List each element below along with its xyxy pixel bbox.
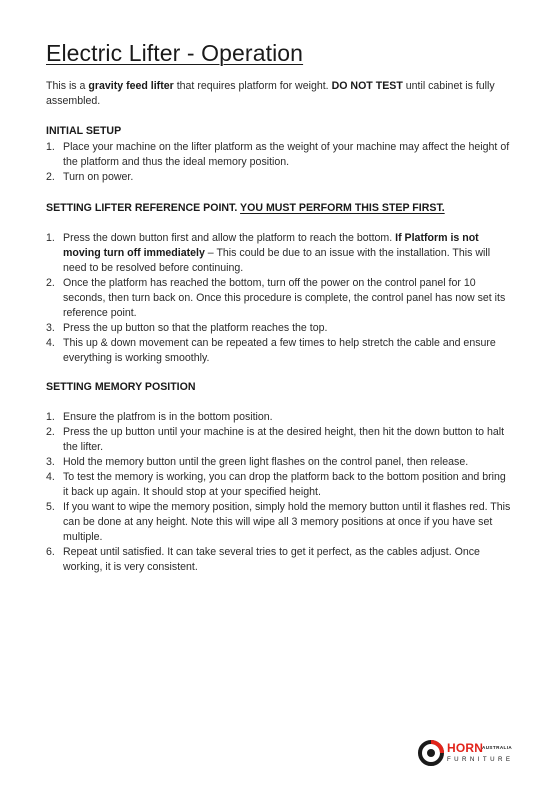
list-item <box>46 545 512 575</box>
list-number: 4. <box>46 471 55 483</box>
list-item-text: Once the platform has reached the bottom, turn off the power on the control panel for 10 seconds, then turn back on. Once this procedure is complete, the control panel has now set its reference point. <box>63 277 506 319</box>
list-number: 4. <box>46 337 55 349</box>
list-number: 5. <box>46 501 55 513</box>
list-number: 3. <box>46 456 55 468</box>
list-item-warning: If Platform is not moving turn off immediately <box>63 232 479 259</box>
list-number: 1. <box>46 141 55 153</box>
list-item-text: If you want to wipe the memory position, simply hold the memory button until it flashes red. This can be done at any height. Note this will wipe all 3 memory positions at once if you have set multiple. <box>63 501 511 543</box>
list-number: 3. <box>46 322 55 334</box>
list-item <box>46 321 512 336</box>
list-item <box>46 410 512 425</box>
page-title: Electric Lifter - Operation <box>46 40 304 66</box>
list-number: 2. <box>46 171 55 183</box>
logo-furniture: FURNITURE <box>447 756 514 763</box>
list-item-text: – This could be due to an issue with the installation. This will need to be resolved before continuing. <box>63 247 491 274</box>
logo-subtitle: AUSTRALIA <box>482 745 513 750</box>
list-item-text: Ensure the platfrom is in the bottom position. <box>63 411 273 423</box>
horn-logo-icon <box>417 739 445 767</box>
list-number: 1. <box>46 411 55 423</box>
list-number: 6. <box>46 546 55 558</box>
list-item-text: Press the up button so that the platform reaches the top. <box>63 322 328 334</box>
intro-text: until cabinet is fully assembled. <box>46 80 495 107</box>
heading-warning: YOU MUST PERFORM THIS STEP FIRST. <box>240 202 445 214</box>
initial-setup-list <box>46 140 512 185</box>
intro-paragraph <box>46 79 516 109</box>
list-item-text: Hold the memory button until the green light flashes on the control panel, then release. <box>63 456 469 468</box>
list-item <box>46 231 512 276</box>
memory-position-list <box>46 410 512 575</box>
list-item <box>46 140 512 170</box>
list-item-text: Place your machine on the lifter platform as the weight of your machine may affect the height of the platform and thus the ideal memory position. <box>63 141 510 168</box>
list-item <box>46 336 512 366</box>
heading-text: SETTING LIFTER REFERENCE POINT. <box>46 202 241 214</box>
reference-point-list <box>46 231 512 366</box>
list-number: 1. <box>46 232 55 244</box>
list-item <box>46 470 512 500</box>
list-item-text: Turn on power. <box>63 171 134 183</box>
intro-text: that requires platform for weight. <box>173 80 332 92</box>
list-item <box>46 276 512 321</box>
intro-warning: DO NOT TEST <box>331 80 403 92</box>
list-item <box>46 455 512 470</box>
list-item-text: This up & down movement can be repeated a few times to help stretch the cable and ensure everything is working smoothly. <box>63 337 496 364</box>
list-item <box>46 425 512 455</box>
reference-point-heading <box>46 202 445 214</box>
logo-wordmark: HORN <box>447 741 484 755</box>
list-item-text: Repeat until satisfied. It can take several tries to get it perfect, as the cables adjust. Once working, it is very consistent. <box>63 546 480 573</box>
list-item-text: To test the memory is working, you can drop the platform back to the bottom position and bring it back up again. It should stop at your specified height. <box>63 471 506 498</box>
list-item <box>46 500 512 545</box>
list-item <box>46 170 512 185</box>
list-number: 2. <box>46 277 55 289</box>
initial-setup-heading: INITIAL SETUP <box>46 125 122 137</box>
list-item-text: Press the down button first and allow the platform to reach the bottom. <box>63 232 396 244</box>
intro-text: This is a <box>46 80 89 92</box>
list-item-text: Press the up button until your machine is at the desired height, then hit the down button to halt the lifter. <box>63 426 505 453</box>
list-number: 2. <box>46 426 55 438</box>
company-logo <box>417 738 525 768</box>
memory-position-heading: SETTING MEMORY POSITION <box>46 381 196 393</box>
intro-bold-text: gravity feed lifter <box>88 80 174 92</box>
